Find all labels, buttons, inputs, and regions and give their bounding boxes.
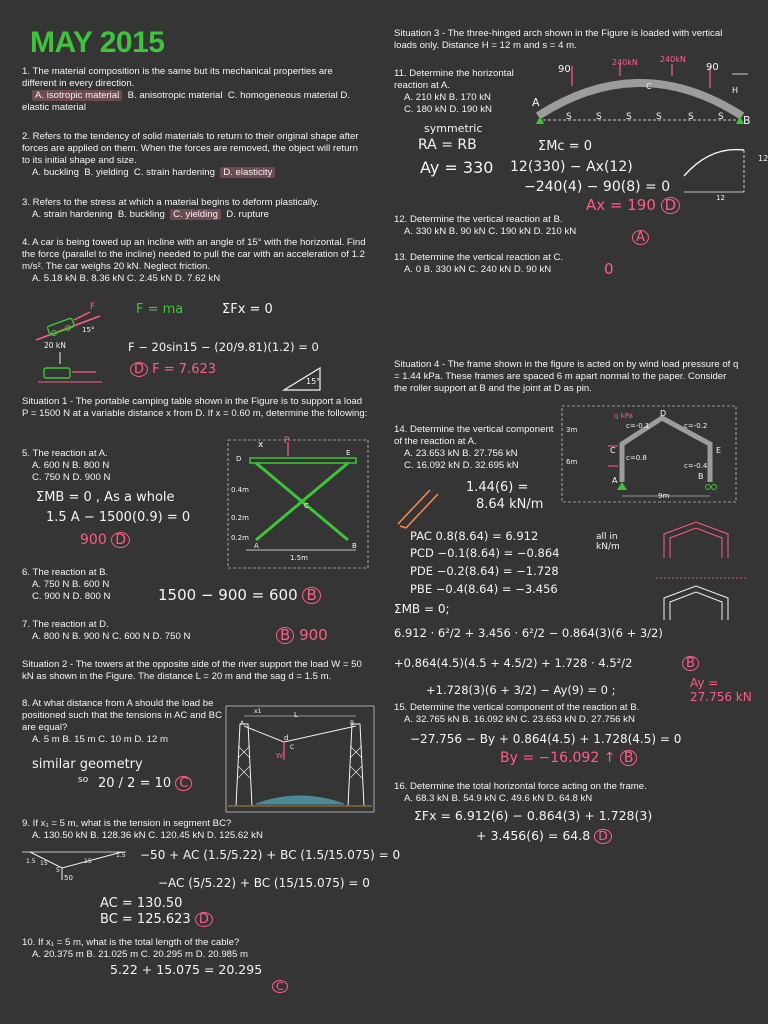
question-12 <box>394 214 576 238</box>
hw-p-be: PBE −0.4(8.64) = −3.456 <box>410 582 558 596</box>
choices-row-2: C. 900 N D. 800 N <box>32 591 111 602</box>
answer-value: + 3.456(6) = 64.8 <box>476 828 591 843</box>
point-e: E <box>716 446 722 455</box>
question-text: 10. If x₁ = 5 m, what is the total length of the cable? <box>22 937 240 948</box>
answer-value: Ax = 190 <box>586 196 656 214</box>
question-3 <box>22 197 368 221</box>
hw-note: similar geometry <box>32 757 143 772</box>
answer-circle: D <box>195 912 213 927</box>
weight-label: 20 kN <box>44 341 66 350</box>
hw-eq-3: +1.728(3)(6 + 3/2) − Ay(9) = 0 ; <box>426 683 616 697</box>
choices-row-2: C. 750 N D. 900 N <box>32 472 111 483</box>
fbd-6: 1.5 <box>116 852 126 859</box>
height-1: 0.4m <box>231 486 249 494</box>
height-2: 0.2m <box>231 514 249 522</box>
half-arch-figure <box>680 146 756 196</box>
choices-row-2: C. 180 kN D. 190 kN <box>404 104 492 115</box>
fbd-4: 50 <box>64 874 73 882</box>
hw-equation: 1.5 A − 1500(0.9) = 0 <box>46 510 191 525</box>
question-text: 7. The reaction at D. <box>22 619 109 630</box>
fbd-figure <box>38 352 108 392</box>
hw-eq-2: −AC (5/5.22) + BC (15/15.075) = 0 <box>158 876 370 890</box>
answer-value: BC = 125.623 <box>100 912 191 927</box>
force-label: F <box>90 302 96 312</box>
question-text: 5. The reaction at A. <box>22 448 108 459</box>
hw-answer <box>476 828 612 844</box>
situation-1: Situation 1 - The portable camping table shown in the Figure is to support a load P = 1500 N at a variable distance x from D. If x = 0.60 m, determine the following: <box>22 396 368 419</box>
dim-3m: 3m <box>566 426 578 434</box>
fbd-2: 15 <box>40 860 48 867</box>
coef-de: c=-0.2 <box>684 422 708 430</box>
question-11 <box>394 68 532 116</box>
question-8 <box>22 698 222 746</box>
choices: A. 330 kN B. 90 kN C. 190 kN D. 210 kN <box>404 226 577 237</box>
question-4 <box>22 237 368 285</box>
choices: A. 68.3 kN B. 54.9 kN C. 49.6 kN D. 64.8 kN <box>404 793 593 804</box>
coef-ac: c=0.8 <box>626 454 647 462</box>
table-figure <box>228 440 368 568</box>
load-90-right: 90 <box>706 62 719 73</box>
hw-q-value: 8.64 kN/m <box>476 497 544 512</box>
choices: A. 800 N B. 900 N C. 600 N D. 750 N <box>32 631 191 642</box>
choice-a: A. buckling <box>32 167 79 178</box>
answer-circle: D <box>661 197 681 214</box>
choice-c: C. strain hardening <box>133 167 215 178</box>
question-16 <box>394 781 647 805</box>
hw-eq: −27.756 − By + 0.864(4.5) + 1.728(4.5) = 0 <box>410 732 682 746</box>
dim-s-1: S <box>566 112 572 122</box>
question-text: 14. Determine the vertical component of the reaction at A. <box>394 424 554 447</box>
hw-answer <box>100 912 213 927</box>
coef-be: c=-0.4 <box>684 462 708 470</box>
choices-row-1: A. 600 N B. 800 N <box>32 460 110 471</box>
choices: A. 20.375 m B. 21.025 m C. 20.295 m D. 20.985 m <box>32 949 248 960</box>
point-d: D <box>236 455 242 463</box>
hw-eq-1: ΣFx = 6.912(6) − 0.864(3) + 1.728(3) <box>414 808 653 823</box>
question-10 <box>22 937 248 961</box>
point-a: A <box>612 476 618 485</box>
wind-q: q kPa <box>614 412 633 420</box>
dim-s-6: S <box>718 112 724 122</box>
answer-value: 1500 − 900 = 600 <box>158 586 298 604</box>
hw-f-ma: F = ma <box>136 302 184 317</box>
choice-b: B. anisotropic material <box>127 90 223 101</box>
question-7 <box>22 619 190 643</box>
hw-eq-2: −240(4) − 90(8) = 0 <box>524 179 671 195</box>
hw-answer <box>632 230 649 245</box>
hw-unit-note: all in kN/m <box>596 532 620 552</box>
hw-q-line: 1.44(6) = <box>466 480 529 495</box>
choice-d: D. rupture <box>226 209 269 220</box>
dim-s-4: S <box>656 112 662 122</box>
point-d: D <box>660 409 667 418</box>
hw-so: so <box>78 775 89 785</box>
hw-eq-1: −50 + AC (1.5/5.22) + BC (1.5/15.075) = 0 <box>140 848 401 862</box>
point-c: C <box>646 82 652 91</box>
dim-9m: 9m <box>658 492 670 500</box>
choice-d: D. elastic material <box>22 90 350 113</box>
answer-circle: B <box>302 587 320 604</box>
answer-circle: C <box>175 776 192 791</box>
question-text: 4. A car is being towed up an incline with an angle of 15° with the horizontal. Find the force (parallel to the incline) needed to pull the car with an acceleration of 1.2 m/s². The car weighs 20 kN. Neglect friction. <box>22 237 366 272</box>
question-text: 2. Refers to the tendency of solid materials to return to their original shape after forces are applied on them. When the forces are removed, the object will return to its initial shape and size. <box>22 131 359 166</box>
label-l: L <box>294 711 298 719</box>
hw-p-de: PDE −0.2(8.64) = −1.728 <box>410 564 559 578</box>
question-text: 6. The reaction at B. <box>22 567 109 578</box>
hw-sum-fx: ΣFx = 0 <box>222 302 273 317</box>
hw-ac: AC = 130.50 <box>100 896 183 911</box>
hw-eq-1: 6.912 · 6²/2 + 3.456 · 6²/2 − 0.864(3)(6 + 3/2) <box>394 626 663 640</box>
triangle-angle: 15° <box>306 377 321 386</box>
load-240-left: 240kN <box>612 58 638 67</box>
choice-b: B. buckling <box>117 209 165 220</box>
fbd-5: 15 <box>84 858 92 865</box>
hw-equation: F − 20sin15 − (20/9.81)(1.2) = 0 <box>128 340 319 354</box>
answer-circle: A <box>632 230 649 245</box>
answer-circle: B <box>682 656 699 671</box>
coef-cd: c=-0.1 <box>626 422 650 430</box>
dim-12-horiz: 12 <box>716 194 725 202</box>
load-90-left: 90 <box>558 64 571 75</box>
point-e: E <box>346 449 351 457</box>
point-b: B <box>352 542 357 550</box>
label-w: W <box>276 752 283 760</box>
question-1 <box>22 66 368 114</box>
label-d: d <box>284 734 289 742</box>
question-text: 15. Determine the vertical component of the reaction at B. <box>394 702 640 713</box>
choices: A. 130.50 kN B. 128.36 kN C. 120.45 kN D. 125.62 kN <box>32 830 263 841</box>
question-9 <box>22 818 263 842</box>
choice-c: C. yielding <box>170 209 221 220</box>
dim-s-3: S <box>626 112 632 122</box>
answer-value: F = 7.623 <box>152 362 217 377</box>
hw-ra-rb: RA = RB <box>418 137 477 153</box>
choices-row-1: A. 750 N B. 600 N <box>32 579 110 590</box>
dim-x: x <box>258 440 264 450</box>
fbd-3: 5 <box>56 867 60 874</box>
fbd-1: 1.5 <box>26 858 36 865</box>
hw-eq-1: 12(330) − Ax(12) <box>510 159 633 175</box>
hw-answer-choice <box>272 980 288 993</box>
choices-row-1: A. 210 kN B. 170 kN <box>404 92 491 103</box>
answer-value: By = −16.092 ↑ <box>500 750 616 766</box>
choice-c: C. homogeneous material <box>227 90 338 101</box>
answer-value: 900 <box>299 626 328 644</box>
hw-answer <box>130 362 216 377</box>
frame-sketches <box>650 520 750 650</box>
question-13 <box>394 252 563 276</box>
question-text: 12. Determine the vertical reaction at B. <box>394 214 563 225</box>
question-5 <box>22 448 110 484</box>
choices: A. 5 m B. 15 m C. 10 m D. 12 m <box>32 734 168 745</box>
hw-answer: 5.22 + 15.075 = 20.295 <box>110 962 263 977</box>
question-text: 8. At what distance from A should the load be positioned such that the tensions in AC and BC are equal? <box>22 698 222 733</box>
question-text: 13. Determine the vertical reaction at C. <box>394 252 564 263</box>
hw-answer <box>80 532 130 548</box>
point-b: B <box>743 114 751 127</box>
answer-circle: B <box>620 750 638 766</box>
choices: A. 32.765 kN B. 16.092 kN C. 23.653 kN D. 27.756 kN <box>404 714 635 725</box>
question-text: 16. Determine the total horizontal force acting on the frame. <box>394 781 647 792</box>
hw-ay: Ay = 330 <box>420 158 494 177</box>
answer-value: 20 / 2 = 10 <box>98 776 172 791</box>
answer-circle: B <box>276 627 294 644</box>
choices: A. 0 B. 330 kN C. 240 kN D. 90 kN <box>404 264 552 275</box>
hw-answer <box>586 196 680 214</box>
hw-answer <box>98 776 192 791</box>
label-c: C <box>290 744 295 751</box>
hw-answer: 0 <box>604 260 614 278</box>
page-title: MAY 2015 <box>30 26 165 59</box>
wind-column-sketch <box>396 484 442 530</box>
hw-answer <box>276 626 328 644</box>
hw-answer: Ay = 27.756 kN <box>690 676 752 704</box>
choice-d: D. elasticity <box>220 167 275 178</box>
answer-circle: D <box>594 829 612 844</box>
choice-b: B. yielding <box>84 167 129 178</box>
hw-answer-choice <box>682 656 699 671</box>
hw-p-ac: PAC 0.8(8.64) = 6.912 <box>410 529 539 543</box>
label-b: B <box>350 720 355 727</box>
question-2 <box>22 131 368 179</box>
load-240-right: 240kN <box>660 55 686 64</box>
hw-moment: ΣMB = 0 , As a whole <box>36 490 175 505</box>
dim-s-2: S <box>596 112 602 122</box>
situation-2: Situation 2 - The towers at the opposite side of the river support the load W = 50 kN as shown in the Figure. The distance L = 20 m and the sag d = 1.5 m. <box>22 659 362 682</box>
hw-sum-mb: ΣMB = 0; <box>394 602 450 616</box>
hw-answer <box>500 750 637 766</box>
dim-12-vert: 12 <box>758 154 768 163</box>
label-x1: x1 <box>254 708 262 715</box>
hw-sum-mc: ΣMc = 0 <box>538 139 593 154</box>
choice-a: A. isotropic material <box>32 90 122 101</box>
point-b: B <box>698 472 704 481</box>
point-c: C <box>304 502 309 510</box>
label-a: A <box>240 720 245 727</box>
answer-circle: C <box>272 980 288 993</box>
question-text: 11. Determine the horizontal reaction at A. <box>394 68 514 91</box>
frame-figure <box>562 406 736 502</box>
question-text: 1. The material composition is the same but its mechanical properties are different in every direction. <box>22 66 333 89</box>
answer-circle: D <box>111 532 130 548</box>
choice-a: A. strain hardening <box>32 209 113 220</box>
point-a: A <box>254 542 259 550</box>
question-text: 3. Refers to the stress at which a material begins to deform plastically. <box>22 197 319 208</box>
question-6 <box>22 567 110 603</box>
hw-eq-2: +0.864(4.5)(4.5 + 4.5/2) + 1.728 · 4.5²/2 <box>394 656 633 670</box>
hw-p-cd: PCD −0.1(8.64) = −0.864 <box>410 546 560 560</box>
hw-symmetric: symmetric <box>424 122 483 135</box>
answer-circle: D <box>130 362 148 377</box>
dim-h: H <box>732 86 739 95</box>
situation-4: Situation 4 - The frame shown in the figure is acted on by wind load pressure of q = 1.44 kPa. These frames are spaced 6 m apart normal to the paper. Consider the roller support at B and the joint at D as pin. <box>394 359 739 394</box>
choices: A. 5.18 kN B. 8.36 kN C. 2.45 kN D. 7.62 kN <box>32 273 221 284</box>
dim-s-5: S <box>688 112 694 122</box>
answer-value: 900 <box>80 532 107 548</box>
point-a: A <box>532 96 540 109</box>
situation-3: Situation 3 - The three-hinged arch shown in the Figure is loaded with vertical loads only. Distance H = 12 m and s = 4 m. <box>394 28 723 51</box>
dim-6m: 6m <box>566 458 578 466</box>
hw-answer <box>158 586 321 604</box>
width-dim: 1.5m <box>290 554 308 562</box>
choices-row-2: C. 16.092 kN D. 32.695 kN <box>404 460 519 471</box>
question-15 <box>394 702 639 726</box>
question-text: 9. If x₁ = 5 m, what is the tension in segment BC? <box>22 818 232 829</box>
load-p: P <box>284 436 290 446</box>
height-3: 0.2m <box>231 534 249 542</box>
point-c: C <box>610 446 616 455</box>
question-14 <box>394 424 554 472</box>
angle-label: 15° <box>82 326 95 334</box>
choices-row-1: A. 23.653 kN B. 27.756 kN <box>404 448 518 459</box>
